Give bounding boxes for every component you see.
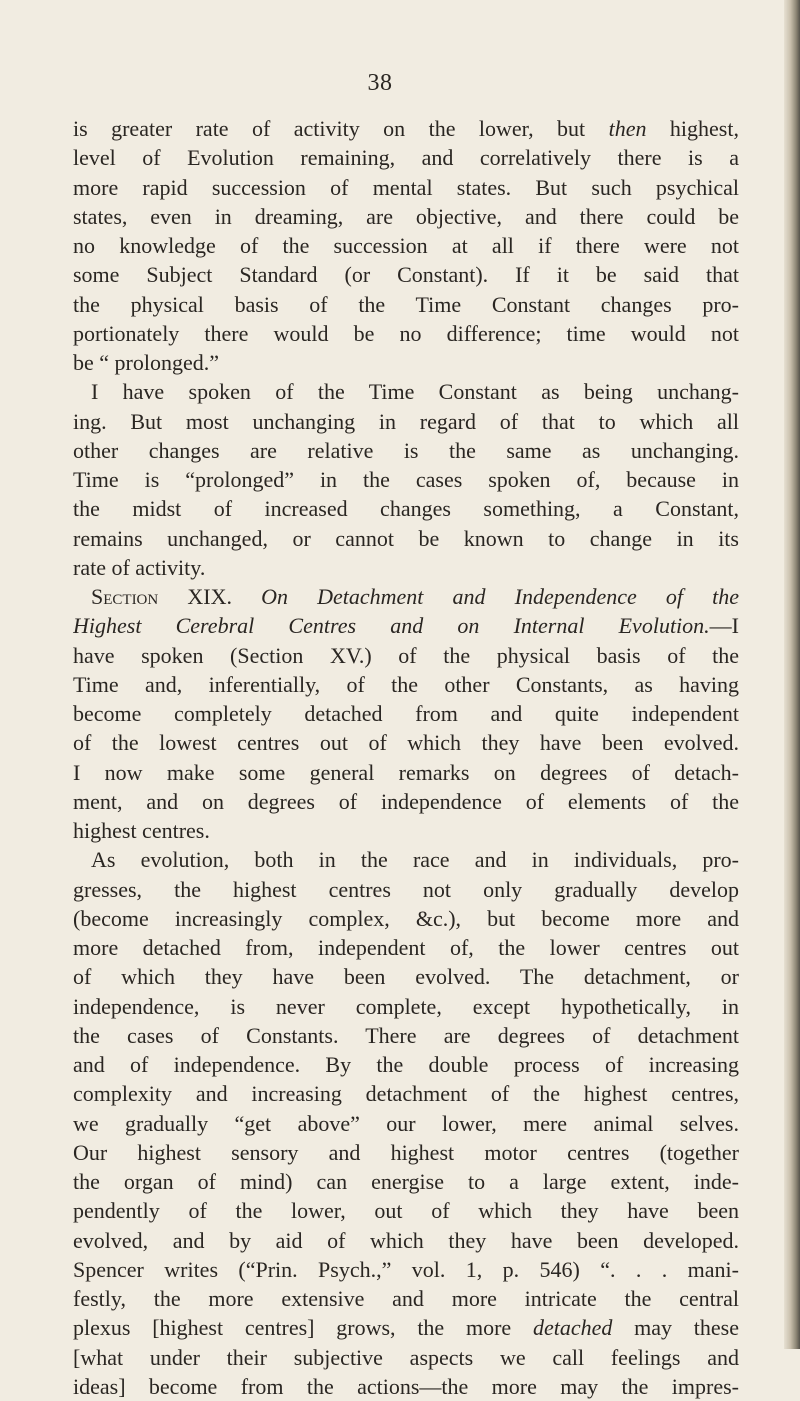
text-line [73,494,739,523]
text-line [73,290,739,319]
text-run: highest, [646,116,739,141]
text-run: level of Evolution remaining, and correlatively there is a [73,145,739,171]
text-run: I now make some general remarks on degrees of detach- [73,759,739,785]
text-line [73,816,739,845]
text-run: some Subject Standard (or Constant). If it be said that [73,262,739,288]
text-run: ment, and on degrees of independence of elements of the [73,788,739,814]
text-run: gresses, the highest centres not only gradually develop [73,876,739,902]
text-line [73,260,739,289]
text-run: more detached from, independent of, the lower centres out [73,935,739,960]
text-line [73,348,739,377]
text-run: of which they have been evolved. The detachment, or [73,964,739,990]
text-run: may these [612,1315,739,1341]
text-line [73,553,739,582]
text-line [73,611,739,640]
text-line [73,875,739,904]
text-run: ideas] become from the actions—the more may the impres- [73,1373,739,1399]
text-line [73,1109,739,1138]
text-line [73,1313,739,1342]
text-line [73,1226,739,1255]
text-line [73,670,739,699]
text-line [73,641,739,670]
text-run: rate of activity. [73,554,206,580]
text-run: the organ of mind) can energise to a large extent, inde- [73,1169,739,1194]
section-label: Section [91,584,159,609]
text-run: Time is “prolonged” in the cases spoken of, because in [73,467,739,492]
text-line [73,143,739,172]
text-line [73,962,739,991]
page-number: 38 [367,70,393,96]
text-line [73,758,739,787]
italic-phrase: then [608,116,647,141]
text-run: pendently of the lower, out of which they have been [73,1198,739,1224]
text-run: Our highest sensory and highest motor centres (together [73,1139,739,1165]
text-line [73,992,739,1021]
italic-phrase: detached [532,1315,613,1341]
italic-phrase: On Detachment and Independence of the [261,584,739,609]
text-run: Spencer writes (“Prin. Psych.,” vol. 1, p. 546) “. . . mani- [73,1256,739,1282]
text-line [73,1079,739,1108]
text-run: no knowledge of the succession at all if there were not [73,233,739,258]
text-line [73,699,739,728]
text-line [73,1138,739,1167]
text-line [73,582,739,611]
text-line [73,1021,739,1050]
text-run: festly, the more extensive and more intricate the central [73,1286,739,1311]
text-line [73,524,739,553]
text-line [73,728,739,757]
text-line [73,787,739,816]
text-line [73,1255,739,1284]
text-run: the physical basis of the Time Constant changes pro- [73,291,739,317]
text-run: —I [709,613,739,639]
text-line [73,202,739,231]
text-run: be “ prolonged.” [73,350,219,375]
text-line [73,1196,739,1225]
text-line [73,1284,739,1313]
text-run: other changes are relative is the same as unchanging. [73,437,739,463]
text-run: the midst of increased changes something, a Constant, [73,496,739,522]
text-line [73,933,739,962]
text-line [73,845,739,874]
text-run: of the lowest centres out of which they have been evolved. [73,730,739,756]
text-run: XIX. [158,584,262,609]
body-text [73,114,739,1401]
text-run: states, even in dreaming, are objective, and there could be [73,203,739,229]
text-run: evolved, and by aid of which they have been developed. [73,1227,739,1253]
text-run: plexus [highest centres] grows, the more [73,1315,533,1341]
text-run: independence, is never complete, except hypothetically, in [73,993,739,1019]
text-line [73,465,739,494]
text-run: become completely detached from and quite independent [73,701,739,726]
italic-phrase: Highest Cerebral Centres and on Internal Evolution. [73,613,710,639]
text-line [73,1343,739,1372]
text-line [73,1372,739,1401]
text-run: more rapid succession of mental states. But such psychical [73,174,739,200]
text-run: and of independence. By the double process of increasing [73,1052,739,1077]
text-line [73,231,739,260]
page-edge-shadow [784,0,800,1349]
text-run: is greater rate of activity on the lower, but [73,116,609,141]
text-line [73,319,739,348]
text-run: have spoken (Section XV.) of the physical basis of the [73,642,739,668]
text-run: I have spoken of the Time Constant as being unchang- [91,379,739,405]
text-line [73,407,739,436]
text-run: highest centres. [73,818,210,843]
text-line [73,1050,739,1079]
text-run: the cases of Constants. There are degrees of detachment [73,1022,739,1048]
text-line [73,173,739,202]
text-run: complexity and increasing detachment of the highest centres, [73,1081,739,1107]
text-run: remains unchanged, or cannot be known to change in its [73,525,739,551]
text-line [73,1167,739,1196]
text-line [73,114,739,143]
text-line [73,904,739,933]
text-run: [what under their subjective aspects we call feelings and [73,1344,739,1370]
text-run: portionately there would be no difference; time would not [73,320,739,346]
text-run: As evolution, both in the race and in individuals, pro- [91,847,739,873]
text-run: ing. But most unchanging in regard of that to which all [73,408,739,434]
text-run: (become increasingly complex, &c.), but become more and [73,905,739,931]
text-line [73,436,739,465]
text-run: Time and, inferentially, of the other Constants, as having [73,671,739,697]
text-line [73,377,739,406]
text-run: we gradually “get above” our lower, mere animal selves. [73,1110,739,1136]
